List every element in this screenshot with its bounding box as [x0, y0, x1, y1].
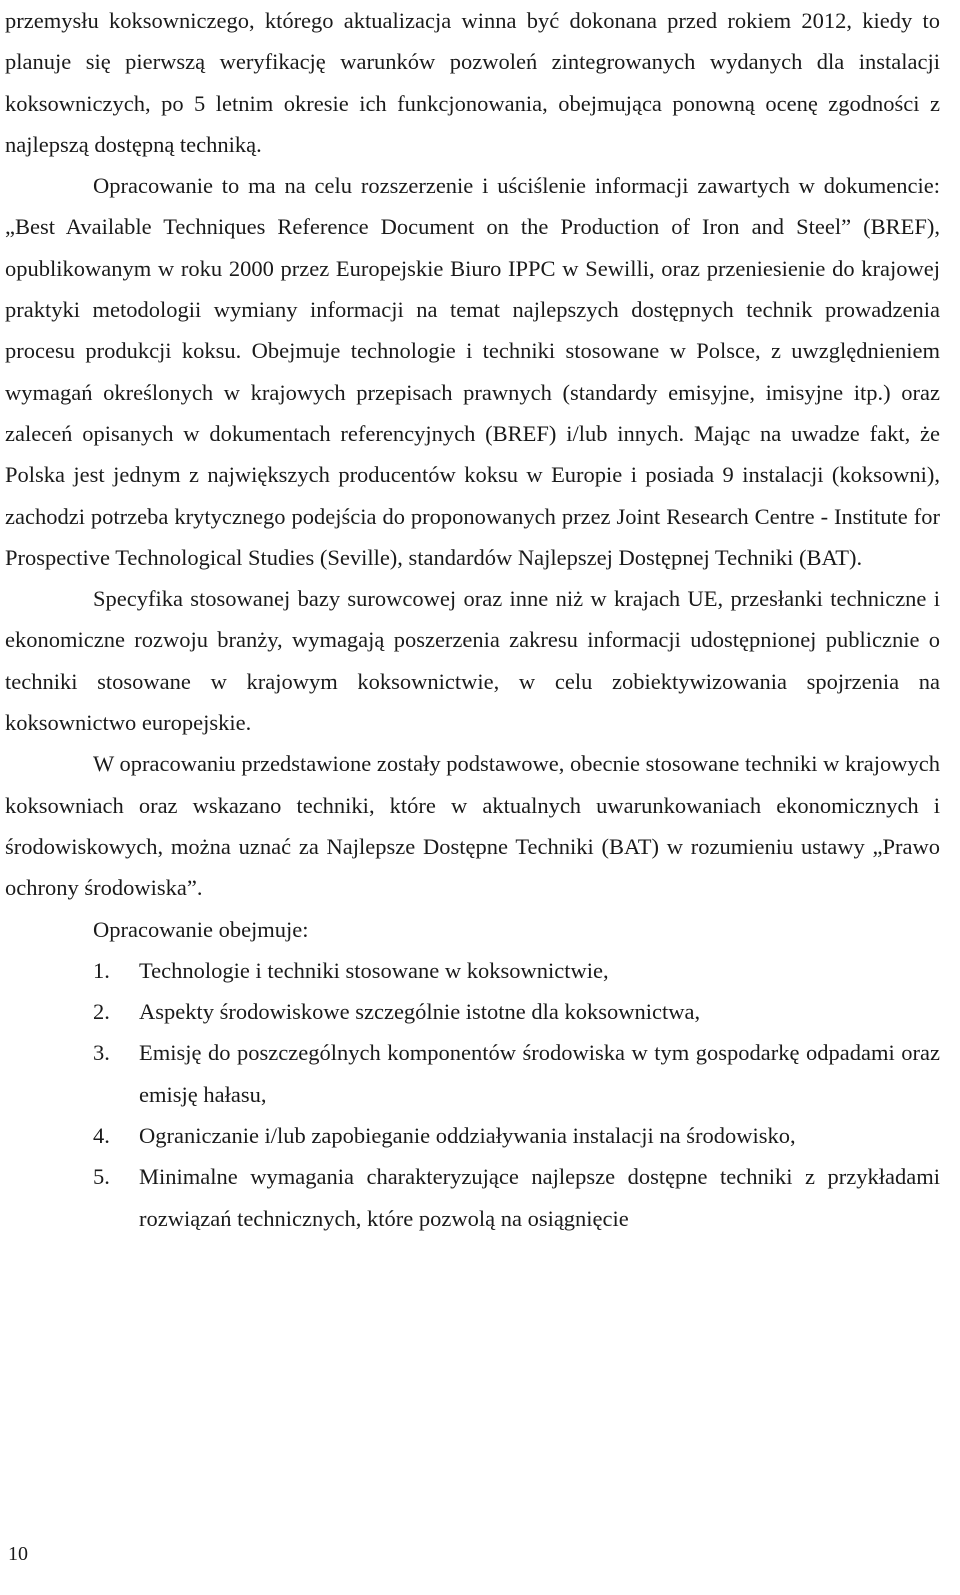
list-item-number: 3.: [93, 1040, 110, 1066]
paragraph-techniques: W opracowaniu przedstawione zostały podstawowe, obecnie stosowane techniki w krajowych koksowniach oraz wskazano techniki, które w aktualnych uwarunkowaniach ekonomicznych i środowiskowych, można uznać za Najlepsze Dostępne Techniki (BAT) w rozumieniu ustawy „Prawo ochrony środowiska”.: [5, 751, 940, 901]
list-item-number: 4.: [93, 1123, 110, 1149]
paragraph-purpose: Opracowanie to ma na celu rozszerzenie i uściślenie informacji zawartych w dokumencie: „Best Available Techniques Reference Document on the Production of Iron and Steel” (BREF), opublikowanym w roku 2000 przez Europejskie Biuro IPPC w Sewilli, oraz przeniesienie do krajowej praktyki metodologii wymiany informacji na temat najlepszych dostępnych technik prowadzenia procesu produkcji koksu. Obejmuje technologie i techniki stosowane w Polsce, z uwzględnieniem wymagań określonych w krajowych przepisach prawnych (standardy emisyjne, imisyjne itp.) oraz zaleceń opisanych w dokumentach referencyjnych (BREF) i/lub innych. Mając na uwadze fakt, że Polska jest jednym z największych producentów koksu w Europie i posiada 9 instalacji (koksowni), zachodzi potrzeba krytycznego podejścia do proponowanych przez Joint Research Centre - Institute for Prospective Technological Studies (Seville), standardów Najlepszej Dostępnej Techniki (BAT).: [5, 173, 940, 570]
list-item-number: 2.: [93, 999, 110, 1025]
list-item: [5, 1115, 940, 1156]
list-item-number: 5.: [93, 1164, 110, 1190]
document-page: [5, 0, 940, 1239]
list-item-text: Aspekty środowiskowe szczególnie istotne dla koksownictwa,: [139, 999, 701, 1025]
list-item-number: 1.: [93, 957, 110, 983]
paragraph-specifics: Specyfika stosowanej bazy surowcowej oraz inne niż w krajach UE, przesłanki techniczne i ekonomiczne rozwoju branży, wymagają poszerzenia zakresu informacji udostępnionej publicznie o techniki stosowane w krajowym koksownictwie, w celu zobiektywizowania spojrzenia na koksownictwo europejskie.: [5, 586, 940, 736]
list-item-text: Technologie i techniki stosowane w koksownictwie,: [139, 957, 609, 983]
list-item: [5, 991, 940, 1032]
list-item: [5, 1156, 940, 1239]
list-item-text: Minimalne wymagania charakteryzujące najlepsze dostępne techniki z przykładami rozwiązań technicznych, które pozwolą na osiągnięcie: [139, 1164, 940, 1231]
list-item-text: Ograniczanie i/lub zapobieganie oddziaływania instalacji na środowisko,: [139, 1123, 796, 1149]
page-number: 10: [8, 1543, 28, 1565]
list-intro: Opracowanie obejmuje:: [93, 916, 309, 942]
list-item-text: Emisję do poszczególnych komponentów środowiska w tym gospodarkę odpadami oraz emisję hałasu,: [139, 1040, 940, 1107]
scope-list: [5, 950, 940, 1239]
paragraph-continuation: przemysłu koksowniczego, którego aktualizacja winna być dokonana przed rokiem 2012, kiedy to planuje się pierwszą weryfikację warunków pozwoleń zintegrowanych wydanych dla instalacji koksowniczych, po 5 letnim okresie ich funkcjonowania, obejmująca ponowną ocenę zgodności z najlepszą dostępną techniką.: [5, 8, 940, 157]
list-item: [5, 1032, 940, 1115]
list-item: [5, 950, 940, 991]
